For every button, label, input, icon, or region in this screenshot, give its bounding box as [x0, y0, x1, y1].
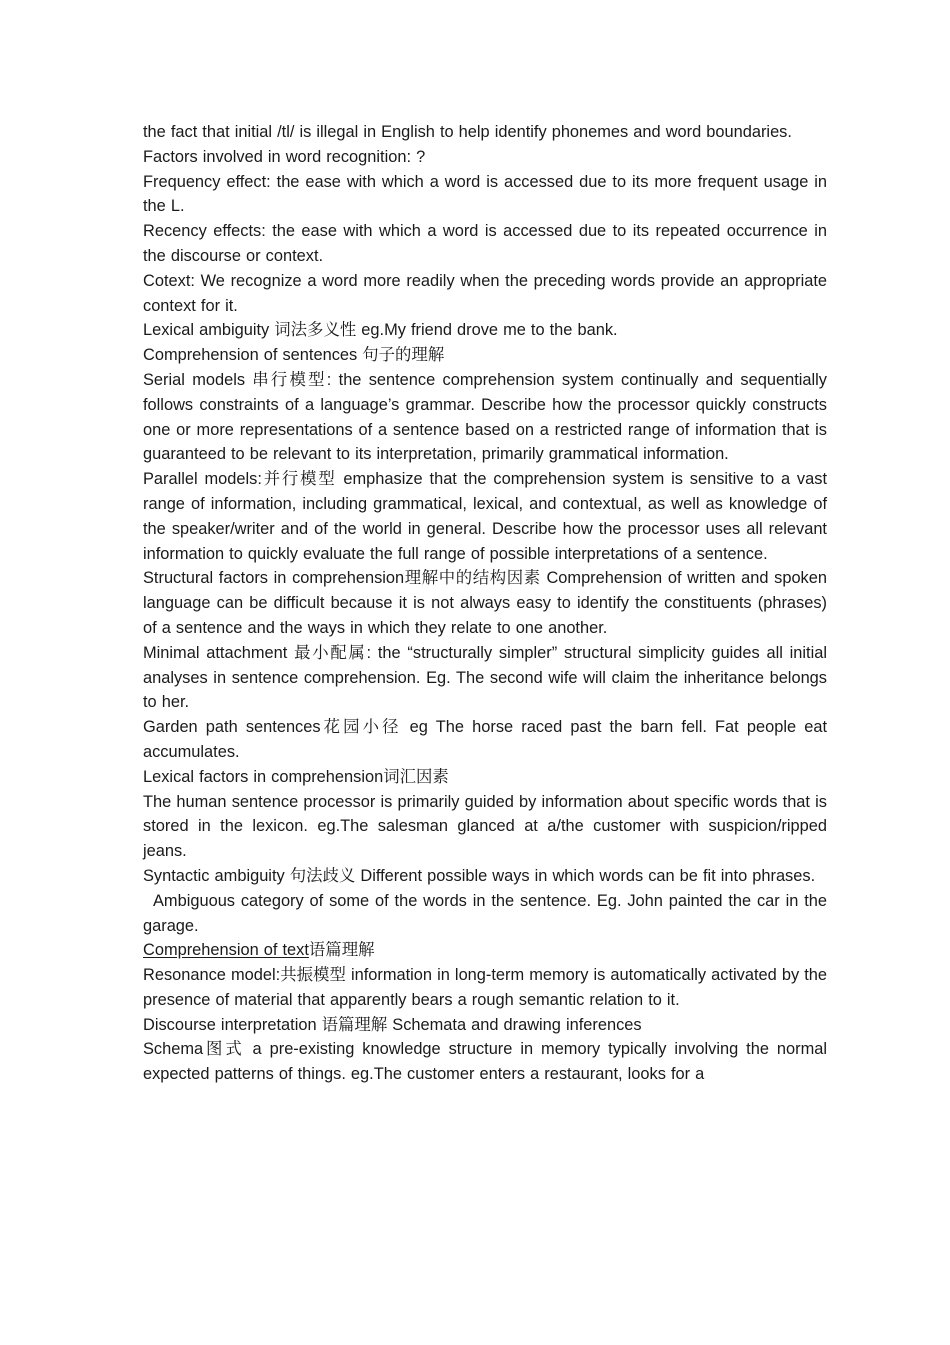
paragraph-frequency-effect: Frequency effect: the ease with which a word is accessed due to its more frequent usage in the L.: [143, 172, 827, 216]
paragraph-structural-factors: Structural factors in comprehension理解中的结构因素 Comprehension of written and spoken language can be difficult because it is not always easy to identify the constituents (phrases) of a sentence and the ways in which they relate to one another.: [143, 569, 827, 637]
paragraph-schema: Schema图式 a pre-existing knowledge structure in memory typically involving the normal expected patterns of things. eg.The customer enters a restaurant, looks for a: [143, 1040, 827, 1084]
paragraph-discourse-interpretation: Discourse interpretation 语篇理解 Schemata and drawing inferences: [143, 1015, 642, 1034]
paragraph-resonance-model: Resonance model:共振模型 information in long-term memory is automatically activated by the presence of material that apparently bears a rough semantic relation to it.: [143, 966, 827, 1009]
heading-chinese-text: 语篇理解: [308, 941, 375, 960]
paragraph-minimal-attachment: Minimal attachment 最小配属: the “structurally simpler” structural simplicity guides all initial analyses in sentence comprehension. Eg. The second wife will claim the inheritance belongs to her.: [143, 643, 827, 712]
paragraph-factors-word-recognition: Factors involved in word recognition: ?: [143, 147, 426, 166]
paragraph-ambiguous-category: Ambiguous category of some of the words in the sentence. Eg. John painted the car in the garage.: [143, 891, 827, 935]
paragraph-garden-path: Garden path sentences花园小径 eg The horse raced past the barn fell. Fat people eat accumulates.: [143, 718, 827, 761]
paragraph-parallel-models: Parallel models:并行模型 emphasize that the comprehension system is sensitive to a vast range of information, including grammatical, lexical, and contextual, as well as knowledge of the speaker/writer and of the world in general. Describe how the processor uses all relevant information to quickly evaluate the full range of possible interpretations of a sentence.: [143, 470, 827, 563]
paragraph-sentence-processor: The human sentence processor is primarily guided by information about specific words that is stored in the lexicon. eg.The salesman glanced at a/the customer with suspicion/ripped jeans.: [143, 792, 827, 861]
paragraph-cotext: Cotext: We recognize a word more readily when the preceding words provide an appropriate context for it.: [143, 271, 827, 315]
paragraph-phoneme-boundaries: the fact that initial /tl/ is illegal in English to help identify phonemes and word boundaries.: [143, 123, 792, 141]
paragraph-serial-models: Serial models 串行模型: the sentence comprehension system continually and sequentially follows constraints of a language’s grammar. Describe how the processor quickly constructs one or more representations of a sentence based on a restricted range of information that is guaranteed to be relevant to its interpretation, primarily grammatical information.: [143, 370, 827, 464]
heading-comprehension-of-text: [143, 938, 827, 963]
heading-underlined-text: Comprehension of text: [143, 941, 309, 960]
document-body: [143, 120, 827, 1087]
paragraph-comprehension-of-sentences: Comprehension of sentences 句子的理解: [143, 346, 445, 365]
paragraph-syntactic-ambiguity: Syntactic ambiguity 句法歧义 Different possible ways in which words can be fit into phrases.: [143, 866, 816, 885]
paragraph-lexical-factors: Lexical factors in comprehension词汇因素: [143, 767, 449, 786]
paragraph-lexical-ambiguity: Lexical ambiguity 词法多义性 eg.My friend drove me to the bank.: [143, 321, 618, 340]
paragraph-recency-effects: Recency effects: the ease with which a word is accessed due to its repeated occurrence in the discourse or context.: [143, 222, 827, 265]
